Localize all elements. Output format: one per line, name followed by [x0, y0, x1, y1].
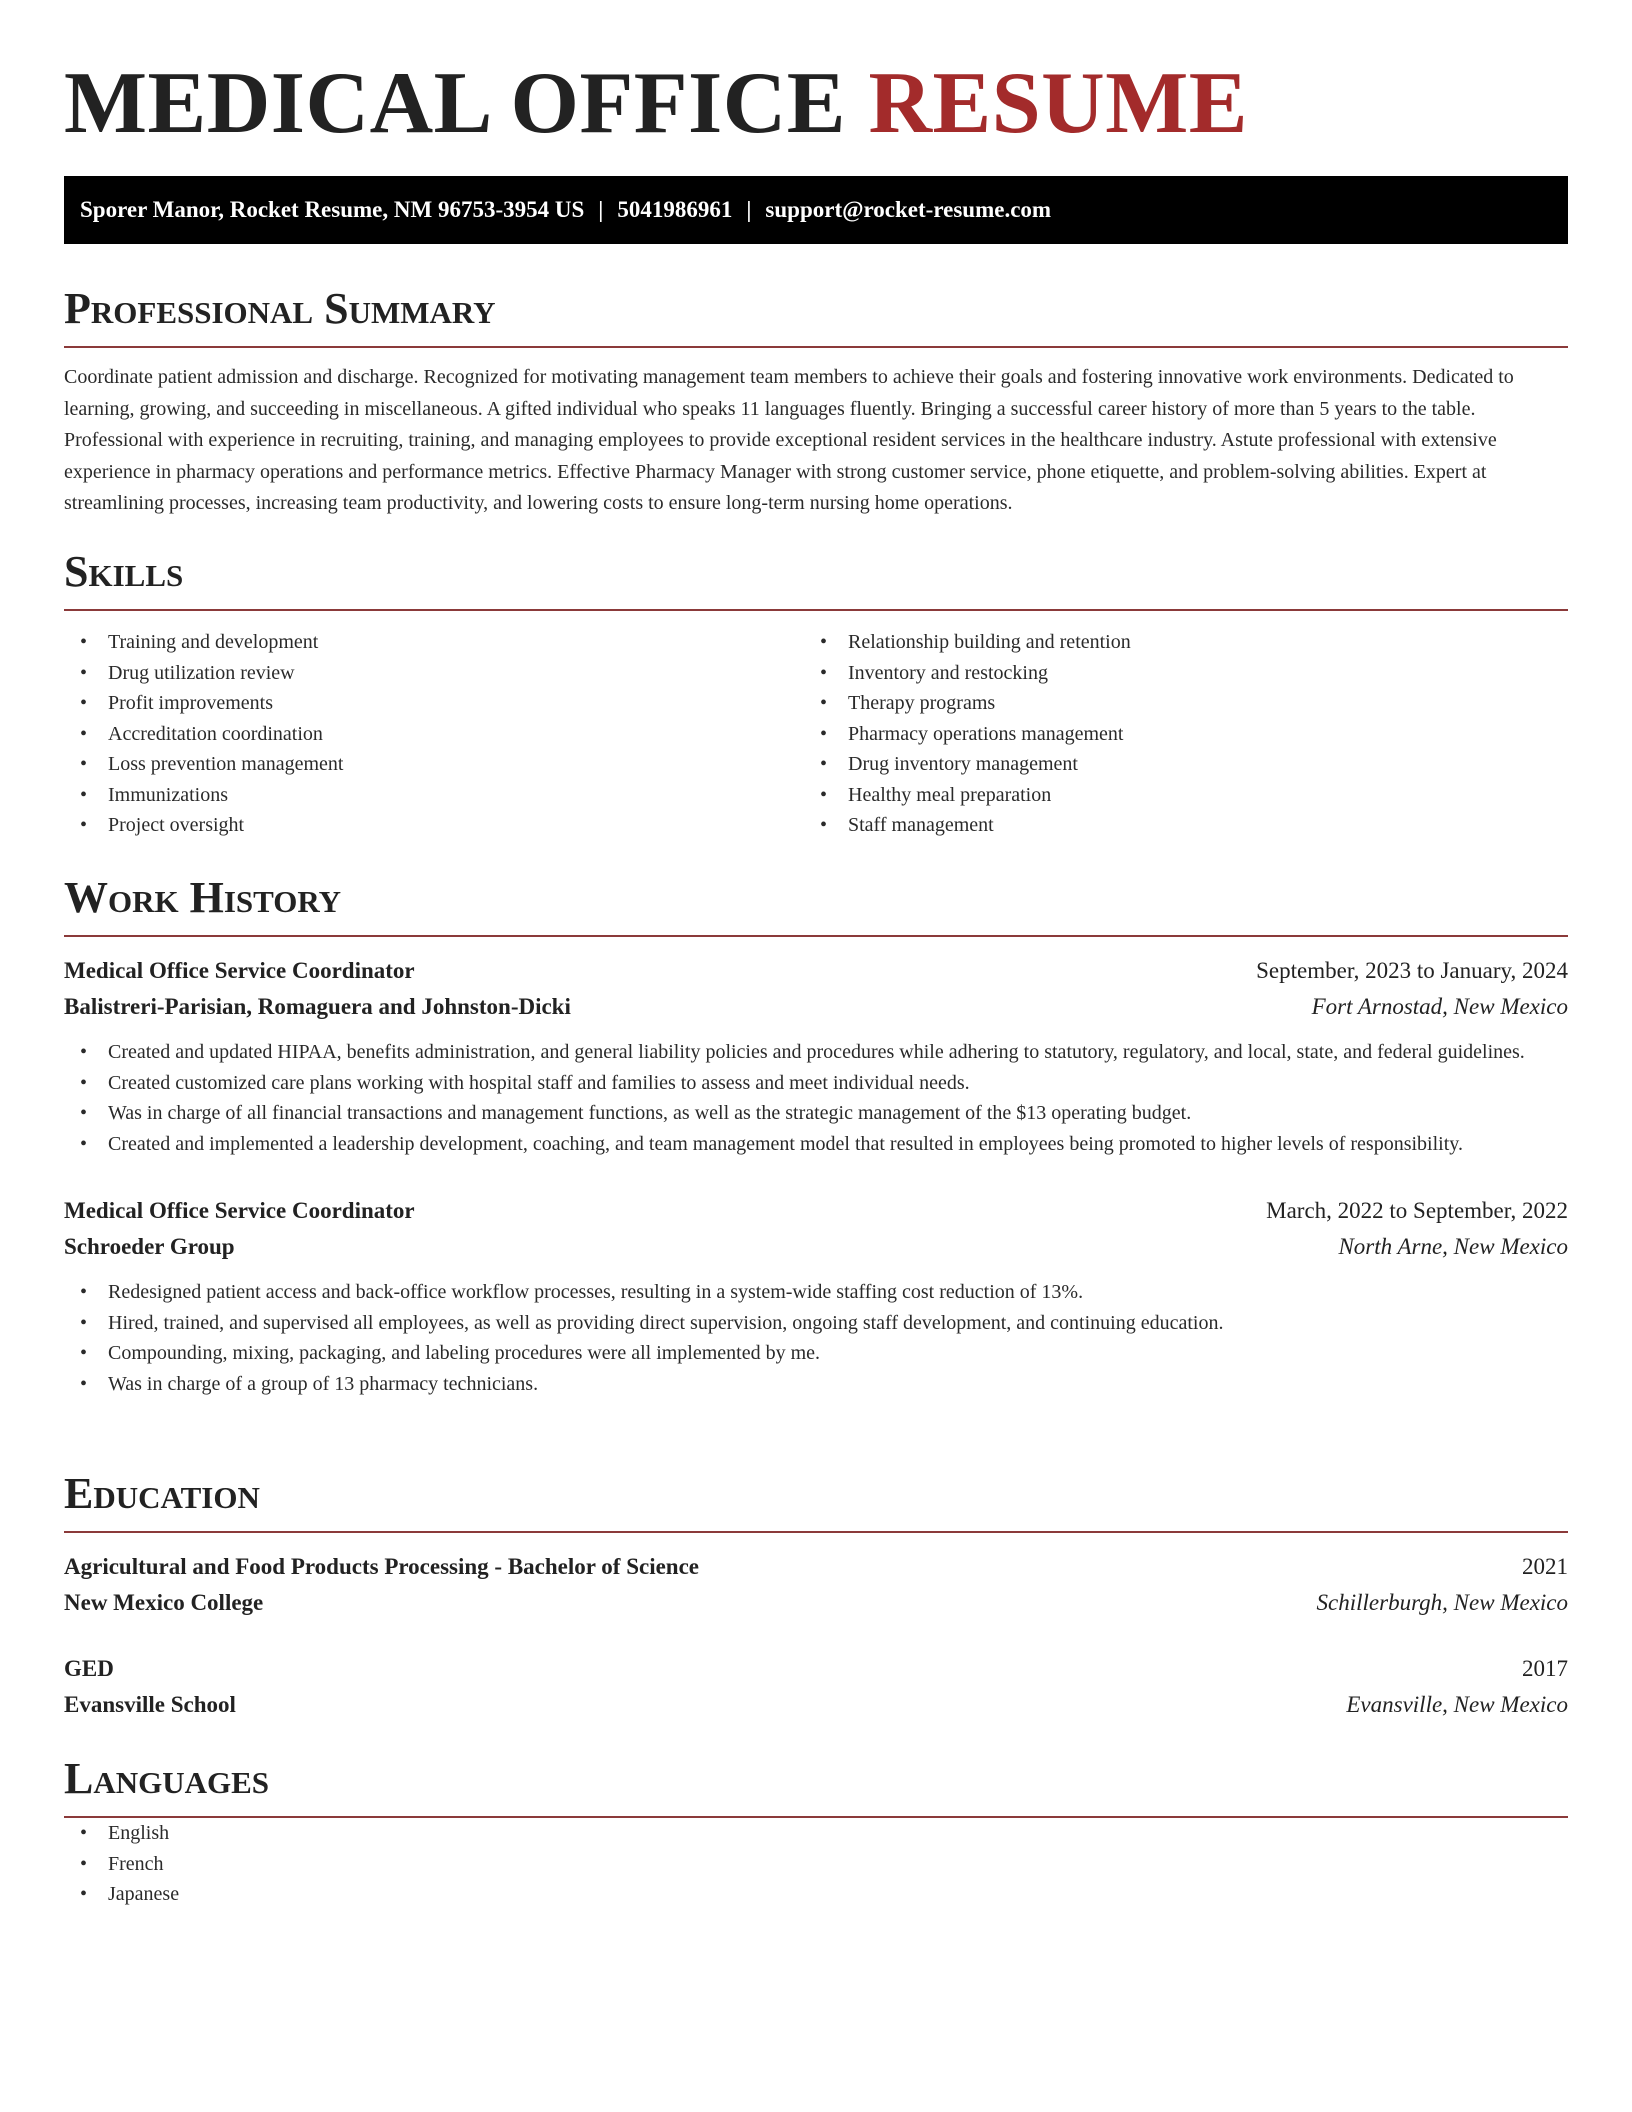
education-degree: GED: [64, 1656, 114, 1681]
contact-phone: 5041986961: [617, 197, 733, 222]
languages-heading: Languages: [64, 1754, 1568, 1818]
job-company-row: [64, 989, 1568, 1025]
resume-page: [64, 0, 1568, 1905]
job-header-row: [64, 953, 1568, 989]
job-location: North Arne, New Mexico: [1338, 1234, 1568, 1259]
contact-separator: |: [746, 197, 752, 222]
skill-item: • Project oversight: [64, 810, 804, 841]
education-degree-row: [64, 1549, 1568, 1585]
job-bullet: • Hired, trained, and supervised all employees, as well as providing direct supervision, ongoing staff development, and continuing education.: [64, 1308, 1568, 1339]
job-entry: [64, 1193, 1568, 1399]
job-dates: March, 2022 to September, 2022: [1266, 1198, 1568, 1223]
skill-item: • Loss prevention management: [64, 749, 804, 780]
language-item: • Japanese: [64, 1879, 1568, 1910]
languages-section: [64, 1754, 1568, 1910]
job-bullet: • Was in charge of a group of 13 pharmacy technicians.: [64, 1369, 1568, 1400]
job-dates: September, 2023 to January, 2024: [1256, 958, 1568, 983]
education-school-row: [64, 1585, 1568, 1621]
job-location: Fort Arnostad, New Mexico: [1311, 994, 1568, 1019]
education-school: Evansville School: [64, 1692, 236, 1717]
skill-item: • Accreditation coordination: [64, 719, 804, 750]
job-bullet: • Created customized care plans working with hospital staff and families to assess and meet individual needs.: [64, 1068, 1568, 1099]
job-bullets: [64, 1037, 1568, 1159]
skills-section: [64, 547, 1568, 841]
work-section: [64, 873, 1568, 1399]
job-bullets: [64, 1277, 1568, 1399]
job-bullet: • Was in charge of all financial transactions and management functions, as well as the strategic management of the $13 operating budget.: [64, 1098, 1568, 1129]
education-school-row: [64, 1687, 1568, 1723]
education-heading: Education: [64, 1469, 1568, 1533]
education-degree-row: [64, 1651, 1568, 1687]
contact-address: Sporer Manor, Rocket Resume, NM 96753-3954 US: [80, 197, 585, 222]
contact-bar: [64, 176, 1568, 244]
education-year: 2021: [1522, 1554, 1568, 1579]
title-accent: RESUME: [868, 55, 1248, 152]
job-company: Balistreri-Parisian, Romaguera and Johnston-Dicki: [64, 994, 571, 1019]
education-section: [64, 1469, 1568, 1723]
skill-item: • Profit improvements: [64, 688, 804, 719]
skill-item: • Staff management: [804, 810, 1544, 841]
summary-text: Coordinate patient admission and discharge. Recognized for motivating management team members to achieve their goals and fostering innovative work environments. Dedicated to learning, growing, and succeeding in miscellaneous. A gifted individual who speaks 11 languages fluently. Bringing a successful career history of more than 5 years to the table. Professional with experience in recruiting, training, and managing employees to provide exceptional resident services in the healthcare industry. Astute professional with extensive experience in pharmacy operations and performance metrics. Effective Pharmacy Manager with strong customer service, phone etiquette, and problem-solving abilities. Expert at streamlining processes, increasing team productivity, and lowering costs to ensure long-term nursing home operations.: [64, 366, 1514, 514]
education-year: 2017: [1522, 1656, 1568, 1681]
skill-item: • Drug utilization review: [64, 658, 804, 689]
resume-title: [64, 0, 1568, 166]
summary-heading: Professional Summary: [64, 284, 1568, 348]
work-heading: Work History: [64, 873, 1568, 937]
job-entry: [64, 953, 1568, 1159]
skill-item: • Inventory and restocking: [804, 658, 1544, 689]
skill-item: • Healthy meal preparation: [804, 780, 1544, 811]
job-company-row: [64, 1229, 1568, 1265]
job-bullet: • Compounding, mixing, packaging, and labeling procedures were all implemented by me.: [64, 1338, 1568, 1369]
skills-list-left: [64, 627, 804, 841]
summary-section: [64, 284, 1568, 520]
education-school: New Mexico College: [64, 1590, 264, 1615]
job-company: Schroeder Group: [64, 1234, 235, 1259]
education-location: Evansville, New Mexico: [1346, 1692, 1568, 1717]
title-main: MEDICAL OFFICE: [64, 55, 846, 152]
language-item: • English: [64, 1818, 1568, 1849]
skill-item: • Training and development: [64, 627, 804, 658]
job-bullet: • Created and updated HIPAA, benefits administration, and general liability policies and procedures while adhering to statutory, regulatory, and local, state, and federal guidelines.: [64, 1037, 1568, 1068]
education-entry: [64, 1549, 1568, 1621]
skill-item: • Therapy programs: [804, 688, 1544, 719]
skill-item: • Drug inventory management: [804, 749, 1544, 780]
language-item: • French: [64, 1849, 1568, 1880]
contact-email: support@rocket-resume.com: [765, 197, 1052, 222]
job-bullet: • Redesigned patient access and back-office workflow processes, resulting in a system-wide staffing cost reduction of 13%.: [64, 1277, 1568, 1308]
education-entry: [64, 1651, 1568, 1723]
skill-item: • Immunizations: [64, 780, 804, 811]
skill-item: • Relationship building and retention: [804, 627, 1544, 658]
job-bullet: • Created and implemented a leadership development, coaching, and team management model that resulted in employees being promoted to higher levels of responsibility.: [64, 1129, 1568, 1160]
job-title: Medical Office Service Coordinator: [64, 1198, 415, 1223]
education-degree: Agricultural and Food Products Processing - Bachelor of Science: [64, 1554, 700, 1579]
languages-list: [64, 1818, 1568, 1910]
skills-columns: [64, 627, 1568, 841]
job-header-row: [64, 1193, 1568, 1229]
skills-list-right: [804, 627, 1544, 841]
skill-item: • Pharmacy operations management: [804, 719, 1544, 750]
contact-separator: |: [598, 197, 604, 222]
job-title: Medical Office Service Coordinator: [64, 958, 415, 983]
education-location: Schillerburgh, New Mexico: [1316, 1590, 1568, 1615]
skills-heading: Skills: [64, 547, 1568, 611]
